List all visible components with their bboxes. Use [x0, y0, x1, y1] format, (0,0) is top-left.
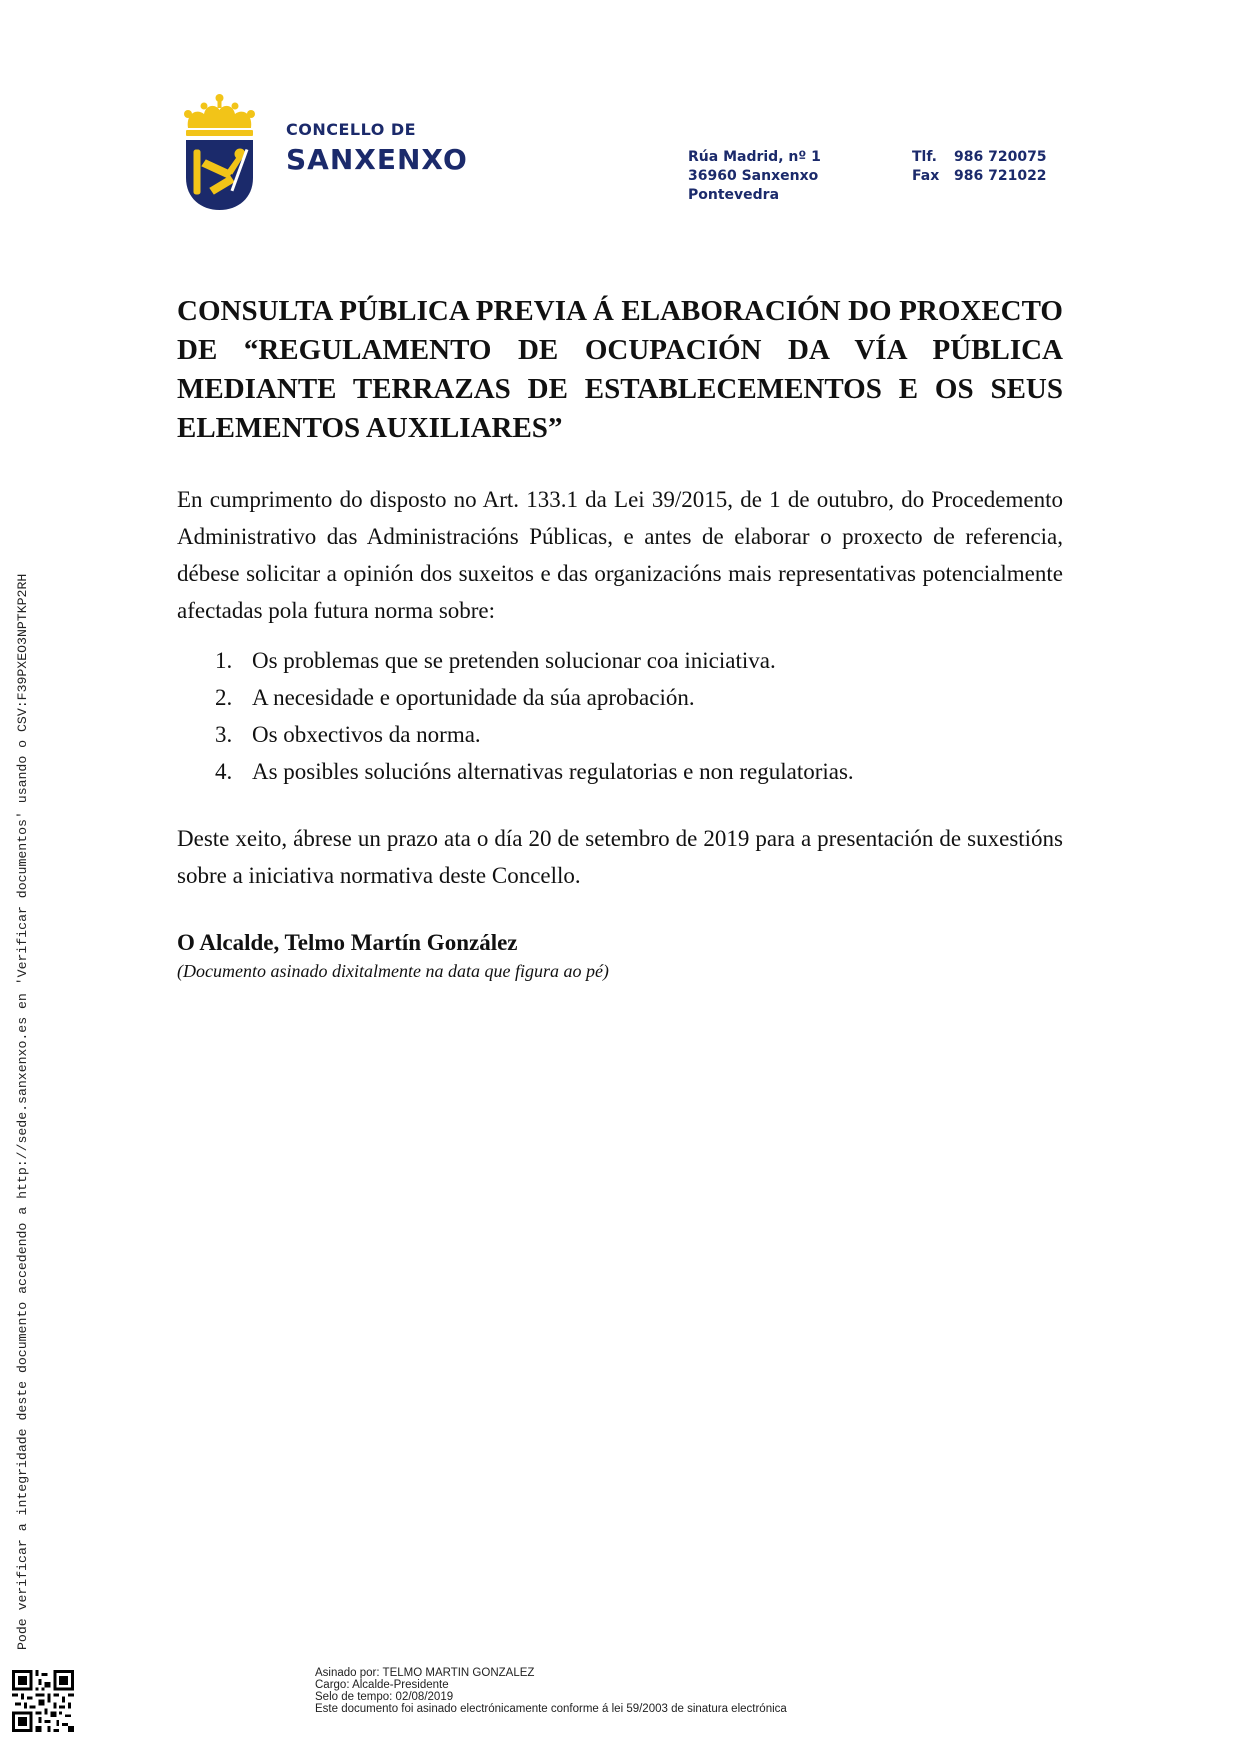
qr-code-icon — [12, 1670, 74, 1732]
org-address — [688, 148, 821, 205]
phone-label: Tlf. — [912, 149, 937, 165]
org-name-line1: CONCELLO DE — [286, 120, 417, 139]
list-item — [177, 716, 1063, 753]
signature-timestamp: Selo de tempo: 02/08/2019 — [315, 1691, 454, 1703]
org-contact — [912, 148, 1047, 186]
list-item-text: Os problemas que se pretenden solucionar coa iniciativa. — [252, 648, 776, 673]
digital-signature-block — [315, 1667, 787, 1715]
document-title: CONSULTA PÚBLICA PREVIA Á ELABORACIÓN DO PROXECTO DE “REGULAMENTO DE OCUPACIÓN DA VÍA PÚBLICA MEDIANTE TERRAZAS DE ESTABLECEMENTOS E OS SEUS ELEMENTOS AUXILIARES” — [177, 295, 1063, 444]
list-item — [177, 753, 1063, 790]
list-item-text: Os obxectivos da norma. — [252, 722, 481, 747]
signed-by: Asinado por: TELMO MARTIN GONZALEZ — [315, 1667, 535, 1679]
signed-note: (Documento asinado dixitalmente na data que figura ao pé) — [177, 961, 609, 981]
intro-paragraph: En cumprimento do disposto no Art. 133.1 da Lei 39/2015, de 1 de outubro, do Procedemento Administrativo das Administracións Públicas, e antes de elaborar o proxecto de referencia, débese solicitar a opinión dos suxeitos e das organizacións mais representativas potencialmente afectadas pola futura norma sobre: — [177, 487, 1063, 623]
address-province: Pontevedra — [688, 187, 780, 203]
signer-name: O Alcalde, Telmo Martín González — [177, 930, 518, 955]
signature-legal-note: Este documento foi asinado electrónicamente conforme á lei 59/2003 de sinatura electrónica — [315, 1703, 787, 1715]
list-item-number: 3. — [215, 722, 233, 747]
list-item-number: 2. — [215, 685, 233, 710]
phone-number: 986 720075 — [954, 149, 1047, 165]
organization-name — [286, 120, 468, 176]
phone-row — [912, 148, 1047, 167]
letterhead — [182, 92, 1062, 212]
deadline-paragraph: Deste xeito, ábrese un prazo ata o día 20 de setembro de 2019 para a presentación de suxestións sobre a iniciativa normativa deste Concello. — [177, 826, 1063, 888]
list-item-text: A necesidade e oportunidade da súa aprobación. — [252, 685, 695, 710]
list-item-number: 1. — [215, 648, 233, 673]
fax-number: 986 721022 — [954, 168, 1047, 184]
signer-position: Cargo: Alcalde-Presidente — [315, 1679, 449, 1691]
org-name-line2: SANXENXO — [286, 143, 468, 176]
verification-side-text: Pode verificar a integridade deste documento accedendo a http://sede.sanxenxo.es en 'Verificar documentos' usando o CSV:F39PXEO3NPTKP2RH — [15, 573, 30, 1650]
list-item — [177, 642, 1063, 679]
consultation-topics-list — [177, 642, 1063, 790]
address-city: 36960 Sanxenxo — [688, 168, 819, 184]
address-street: Rúa Madrid, nº 1 — [688, 149, 821, 165]
fax-label: Fax — [912, 168, 940, 184]
document-body — [177, 292, 1063, 983]
list-item-number: 4. — [215, 759, 233, 784]
fax-row — [912, 167, 1047, 186]
list-item-text: As posibles solucións alternativas regulatorias e non regulatorias. — [252, 759, 854, 784]
list-item — [177, 679, 1063, 716]
sanxenxo-coat-of-arms-logo — [182, 92, 257, 212]
